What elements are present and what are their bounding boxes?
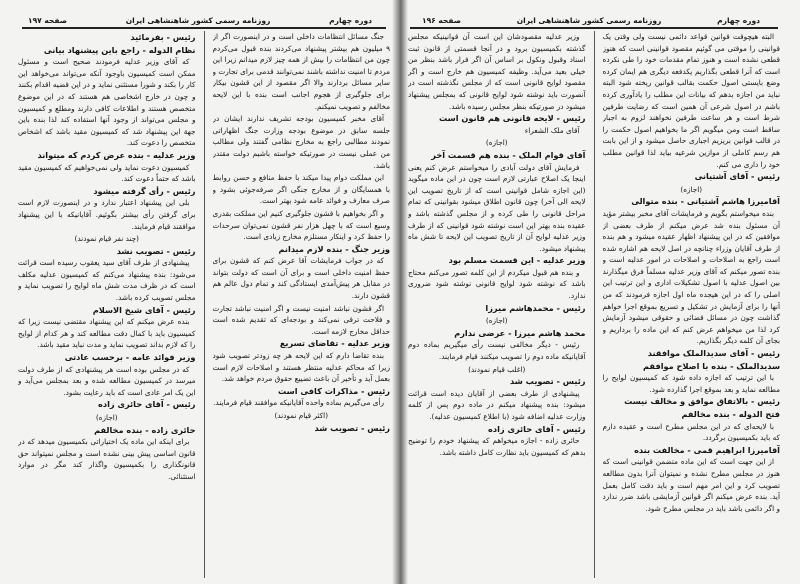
text-columns (18, 31, 390, 578)
paragraph: با لایحه‌ای که در این مجلس مطرح است و عقیده دارم که باید بکمیسیون برگردد. (602, 421, 780, 443)
parenthetical-note: (اجازه) (680, 184, 703, 194)
paragraph: جنگ مسائل انتظامات داخلی است و در اینصورت اگر از ۹ میلیون هم بیشتر پیشنهاد می‌کردند بنده قبول می‌کردم چون من انتظامات را بیش از همه چیز لازم میدانم زیرا این مردم تا امنیت نداشته باشند نمی‌توانند قدمی برای تجارت و سایر مسائل بردارند والا اگر مقصود از این قشون بیکار برای جلوگیری از هجوم اجانب است بنده با این لایحه مخالفم و تصویب نمیکنم. (212, 32, 390, 111)
paragraph: و بنده هم قبول میکردم از این کلمه تصور می‌کنم محتاج باشد که نوشته شود لوایح قانونی نوشته شود ضروری ندارد. (408, 267, 586, 301)
speaker-heading: آقای قوام الملک - بنده هم قسمت آخر (431, 149, 586, 160)
paragraph: بنده میخواستم بگویم و فرمایشات آقای مخبر بیشتر مؤید آن مسئول بنده شد عرض میکنم از طرف بعضی از موافقین که در این پیشنهاد اظهار عقیده میشود و هم بنده از طرف آقایان وزراء چنانچه در اصل لایحه هم اشاره شده است راجع به اصلاحات و اصلاحات در امور عدلیه است و بنده تصور میکنم که آقای وزیر عدلیه مسلماً فرق میگذارند بین اصول عدلیه با اصول تشکیلات اداری و این ترتیب این اصلی را که در این هیجده ماه اول اجازه فرمودند که من آنها را برای آزمایش در تشکیل و تسریع بموقع اجرا خواهم گذاشت چون در مسائل قضائی و حقوقی میشود آزمایش کرد لذا من میخواهم عرض کنم که این ماده را برداریم و بجای آن کلمه دیگر بگذاریم. (602, 208, 780, 346)
paragraph: برای اینکه این ماده یک اختیاراتی بکمیسیون میدهد که در قانون اساسی پیش بینی نشده است و مجلس نمیتواند حق قانونگذاری را بکمیسیون واگذار کند مگر در موارد استثنائی. (18, 437, 196, 481)
speaker-heading: سدیدالملک - بنده با اصلاح موافقم (643, 360, 780, 371)
speaker-heading: رئیس - بالاتفاق موافق و مخالف نیست (624, 396, 780, 407)
paragraph: بنده عرض میکنم که این پیشنهاد مقتضی نیست زیرا که کمیسیون باید با کمال دقت مطالعه کند و هر کدام از لوایح را که لازم بداند تصویب نماید و مدت نباید مقید باشد. (18, 317, 196, 350)
speaker-heading: حائری زاده - بنده مخالفم (94, 424, 196, 435)
paragraph: فرمایش آقای دولت آبادی را میخواستم عرض کنم یعنی اینجا یک اصلاح عبارتی لازم است چون در این ماده میگوید (این اجازه شامل قوانینی است که از تاریخ تصویب این لایحه الی آخر) چون قانون اطلاق میشود بقوانینی که تمام مراحل قانونی را طی کرده و از مجلس گذشته باشد و عقیده بنده بهتر این است نوشته شود قوانینی که از طرف وزیر عدلیه لوایح آن از تاریخ تصویب این لایحه تا شش ماه پیشنهاد میشود. (408, 162, 586, 253)
speaker-heading: رئیس - محمدهاشم میرزا (485, 302, 586, 313)
right-page-196 (400, 0, 800, 584)
paragraph: که در مجلس بوده است هر پیشنهادی که از طرف دولت میرسد در کمیسیون مطالعه شده و بعد بمجلس می‌آید و این یک امر عادی است که باید رعایت بشود. (18, 364, 196, 397)
paragraph: حائری زاده - اجازه میخواهم که پیشنهاد خودم را توضیح بدهم که کمیسیون باید نظارت کامل داشته باشد. (408, 436, 586, 457)
paragraph: که آقای وزیر عدلیه فرمودند صحیح است و مسئول ممکن است کمیسیون باوجود آنکه می‌تواند می‌خواهد این کار را بکند و شورا مستثنی نماید و در این قضیه اقدام بکنند و چون در خارج اشخاصی هم هستند که در این موضوع متخصص هستند و اطلاعات کافی دارند ومطلع و کمیسیون و مجلس می‌تواند از وجود آنها استفاده کند لذا بنده باین جهة این پیشنهاد شد که کمیسیون مقید باشد که اشخاص متخصص را دعوت کند. (18, 57, 196, 148)
parenthetical-note: (اکثر قیام نمودند) (274, 411, 329, 420)
speaker-heading: آقامیرزا هاشم آشتیانی - بنده متوالی (631, 196, 780, 207)
paragraph: پیشنهادی از طرف بعضی از آقایان دیده است قرائت میشود: بنده پیشنهاد میکنم در ماده دوم پس از کلمه وزارت عدلیه اضافه شود (با اطلاع کمیسیون عدلیه). (408, 388, 586, 421)
speaker-heading: محمد هاشم میرزا - عرضی ندارم (454, 327, 586, 338)
speaker-heading: رئیس - مذاکرات کافی است (277, 385, 390, 396)
column-divider (594, 31, 595, 578)
paragraph: البته هیچوقت قوانین قواعد دائمی نیست ولی وقتی یک قوانینی را موقتی می گوئیم مقصود قوانینی است که هنوز قطعی نشده است و هنوز تمام مقدمات خود را طی نکرده است که آنرا قطعی بگذاریم یکدفعه دیگری هم ایمان کرده وضع بایستی اصول حکمت بقالب قوانین ریخته شود البته نباید من اجازه بدهم که بیانات این مطلب را یادآوری کرده باشم در اصول شرعی آن همین است که رضایت طرفین شرط است و هر ساعت طرفین نخواهند لزوم به اجبار ساقط است ومن میگویم اگر ما بخواهیم اصول حکمت را در قالب قوانین بریزیم اجباری حاصل میشود و از این بابت هم رسم کاملی از موازین شرعیه بیاید لذا قوانین مطلب خود را داری می کنم. (602, 32, 780, 169)
speaker-heading: فتح الدوله - بنده مخالفم (681, 409, 780, 419)
speaker-heading: رئیس - بفرمائید (130, 32, 196, 42)
text-column (603, 31, 781, 578)
header-rule (22, 27, 386, 29)
parenthetical-note: (اجازه) (485, 138, 508, 148)
text-columns (408, 31, 780, 578)
speaker-heading: رئیس - لایحه قانونی هم قانون است (439, 113, 586, 124)
paragraph: و اگر بخواهیم با قشون جلوگیری کنیم این مملکت بقدری وسیع است که با چهل هزار نفر قشون نمی‌توان سرحدات را حفظ کرد و اینکار مستلزم مخارج زیادی است. (212, 208, 390, 242)
text-column (408, 31, 586, 578)
paragraph: بلی این پیشنهاد اعتبار ندارد و در اینصورت لازم است برای گرفتن رأی بیشتر بگوئیم. آقایانیکه با این پیشنهاد موافقند قیام فرمایند. (18, 198, 196, 231)
speaker-heading: وزیر جنگ - بنده لازم میدانم (278, 243, 390, 254)
speaker-heading: رئیس - تصویب نشد (116, 245, 196, 256)
page-header (28, 12, 372, 28)
paragraph: این مملکت دوام پیدا میکند با حفظ منافع و حسن روابط با همسایگان و از مخارج جنگی اگر صرفه‌جوئی بشود و صرف معارف و فوائد عامه شود بهتر است. (212, 173, 390, 206)
journal-title: روزنامه رسمی کشور شاهنشاهی ایران (125, 15, 271, 25)
header-rule (410, 27, 778, 29)
paragraph: پیشنهادی از طرف آقای سید یعقوب رسیده است قرائت می‌شود: بنده پیشنهاد می‌کنم که کمیسیون عدلیه مکلف است که در ظرف مدت شش ماه لوایح را تصویب نماید و مجلس تصویب کرده باشد. (18, 258, 196, 303)
paragraph: آقای مخبر کمیسیون بودجه تشریف ندارند ایشان در جلسه سابق در موضوع بودجه وزارت جنگ اظهاراتی نمودند مطالبی راجع به مخارج نظامی گفتند ولی مطالب من عملی نیست در صورتیکه خواسته باشیم دولت مقتدر باشد. (212, 114, 390, 170)
speaker-heading: وزیر فوائد عامه - برحسب عادتی (64, 352, 196, 363)
paragraph: بنده تقاضا دارم که این لایحه هر چه زودتر تصویب شود زیرا که محاکم عدلیه منتظر هستند و اصلاحات لازم است بعمل آید و تأخیر آن باعث تضییع حقوق مردم خواهد شد. (212, 351, 390, 384)
column-divider (204, 31, 205, 578)
speaker-heading: وزیر عدلیه - تقاضای تسریع (279, 338, 390, 349)
parenthetical-note: (چند نفر قیام نمودند) (74, 234, 139, 244)
paragraph: آقای ملک الشعراء (524, 125, 580, 135)
parenthetical-note: (اجازه) (485, 316, 508, 326)
paragraph: رأی می‌گیریم بماده واحده آقایانیکه موافقند قیام فرمایند. (213, 398, 384, 408)
journal-period: دوره چهارم (717, 15, 760, 25)
speaker-heading: رئیس - آقای حائری زاده (488, 423, 586, 434)
parenthetical-note: (اغلب قیام نمودند) (468, 364, 526, 374)
page-header (422, 12, 760, 28)
speaker-heading: رئیس - آقای آشتیانی (694, 171, 780, 182)
page-number: صفحه ۱۹۷ (28, 15, 67, 25)
speaker-heading: رئیس - رأی گرفته میشود (93, 185, 196, 196)
paragraph: با این ترتیب که اجازه داده شود که کمیسیون لوایح را مطالعه نماید و بعد بموقع اجرا گذارده شود. (602, 373, 780, 394)
speaker-heading: وزیر عدلیه - بنده عرض کردم که میتواند (37, 149, 196, 160)
paragraph: کمیسیون دعوت نماید ولی نمی‌خواهیم که کمیسیون مقید باشد که حتماً دعوت کند. (18, 162, 196, 184)
page-number: صفحه ۱۹۶ (422, 15, 461, 25)
journal-title: روزنامه رسمی کشور شاهنشاهی ایران (516, 15, 662, 25)
speaker-heading: رئیس - آقای حائری زاده (98, 399, 196, 410)
speaker-heading: وزیر عدلیه - این قسمت مسلم بود (448, 255, 586, 266)
paragraph: اگر قشون نباشد امنیت نیست و اگر امنیت نباشد تجارت و فلاحت ترقی نمی‌کند و بودجه‌ای که تقدیم شده است حداقل مخارج لازمه است. (212, 303, 390, 336)
speaker-heading: آقامیرزا ابراهیم قمی - مخالفت بنده (634, 444, 780, 455)
parenthetical-note: (اجازه) (95, 413, 118, 422)
book-spine-shadow (392, 0, 408, 584)
speaker-heading: رئیس - آقای سدیدالملک موافقند (647, 348, 780, 359)
speaker-heading: نظام الدوله - راجع باین پیشنهاد بیانی (43, 44, 196, 55)
paragraph: وزیر عدلیه مقصودشان این است آن قوانینیکه مجلس گذشته بکمیسیون برود و در آنجا قسمتی از قانون ثبت اسناد وقبول ونکول بر اساس آن اگر قرار باشد بنظر من خیلی بعید می‌آید. وظیفه کمیسیون هم خارج است و اگر مقصود لوایح قانونی است که از مجلس نگذشته است در آنصورت باید نوشته شود لوایح قانونی که بمجلس پیشنهاد میشود در صورتیکه بنظر مجلس رسیده باشد. (408, 32, 586, 111)
text-column (18, 31, 196, 578)
speaker-heading: رئیس - تصویب شد (510, 376, 586, 387)
text-column (213, 31, 391, 578)
speaker-heading: رئیس - آقای شیخ الاسلام (92, 304, 196, 315)
speaker-heading: رئیس - تصویب شد (314, 422, 390, 433)
journal-period: دوره چهارم (329, 15, 372, 25)
paragraph: از این جهت است که این ماده متضمن قوانینی است که هنوز در مجلس مطرح نشده و نمیتوان آنرا بدون مطالعه تصویب کرد و این امر مهم است و باید دقت کامل بعمل آید. بنده عرض میکنم اگر قوانین آزمایشی باشد ضرر ندارد و اگر دائمی باشد باید در مجلس مطرح شود. (602, 457, 780, 513)
paragraph: که در جواب فرمایشات آقا عرض کنم که قشون برای حفظ امنیت داخلی است و برای آن است که دولت بتواند در مقابل هر پیش‌آمدی ایستادگی کند و تمام دول عالم هم قشون دارند. (212, 256, 390, 301)
paragraph: رئیس - دیگر مخالفی نیست رأی میگیریم بماده دوم آقایانیکه ماده دوم را تصویب میکنند قیام فرمایند. (408, 340, 586, 362)
